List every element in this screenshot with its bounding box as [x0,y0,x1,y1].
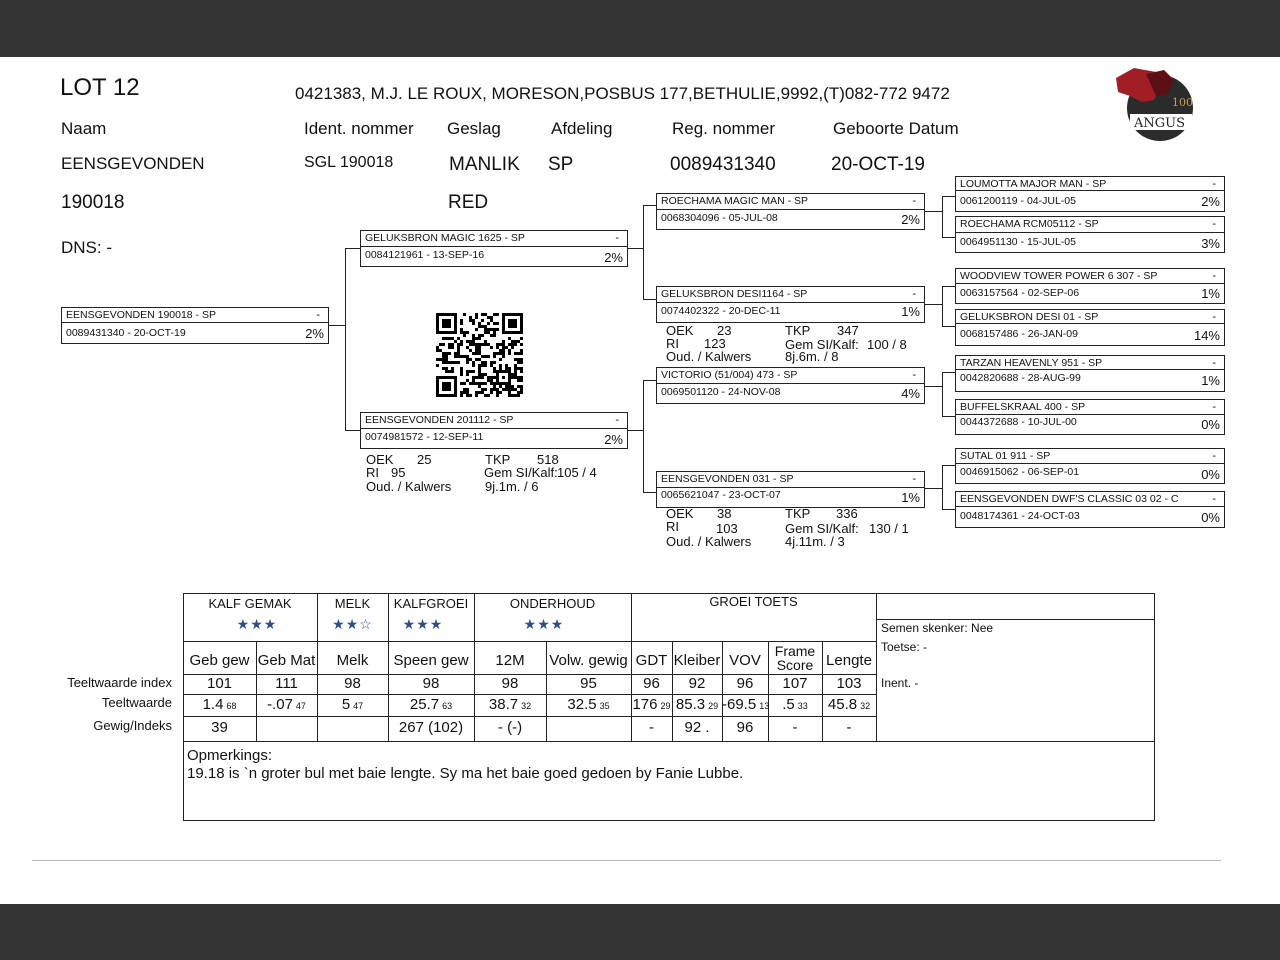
animal-color: RED [448,192,489,213]
teeltwaarde-value: 25.7 [409,696,440,713]
pedigree-dam-sire: VICTORIO (51/004) 473 - SP - 0069501120 - 24-NOV-08 4% [656,367,925,404]
gewig-cell: 96 [736,719,754,736]
remarks-label: Opmerkings: [187,747,273,764]
stars-onderhoud: ★★★ [523,616,565,632]
teeltwaarde-value: .5 [782,696,795,713]
svg-text:ANGUS: ANGUS [1134,116,1186,131]
index-cell: 92 [688,675,706,692]
col-header: Lengte [826,652,872,669]
row-label-index: Teeltwaarde index [67,675,172,690]
teeltwaarde-value: 176 [632,696,658,713]
teeltwaarde-value: 5 [341,696,351,713]
group-kalfgroei: KALFGROEI [393,596,469,611]
index-cell: 101 [206,675,233,692]
animal-name: EENSGEVONDEN [61,154,205,173]
index-cell: 103 [836,675,862,692]
teeltwaarde-value: -69.5 [722,696,757,713]
angus-logo [1112,66,1196,144]
row-label-gewig: Gewig/Indeks [93,718,172,733]
col-header: Frame Score [774,643,816,673]
teeltwaarde-cell [768,696,822,713]
index-cell: 111 [275,675,298,692]
toetse: Toetse: - [881,640,928,654]
gewig-cell: - [792,719,798,736]
teeltwaarde-cell [474,696,546,713]
label-geslag: Geslag [447,119,501,138]
accuracy-value: 68 [226,701,237,711]
qr-code [436,313,523,397]
bottom-bar [0,904,1280,960]
col-header: VOV [729,652,761,669]
index-cell: 98 [422,675,440,692]
teeltwaarde-cell [672,696,722,713]
index-cell: 96 [643,675,660,692]
gewig-cell: 92 . [684,719,710,736]
lot-number: LOT 12 [60,74,140,101]
pedigree-dsd: BUFFELSKRAAL 400 - SP - 0044372688 - 10-JUL-00 0% [955,399,1225,435]
accuracy-value: 29 [660,701,671,711]
accuracy-value: 29 [708,701,719,711]
pedigree-self: EENSGEVONDEN 190018 - SP - 0089431340 - 20-OCT-19 2% [61,307,329,344]
row-label-teeltwaarde: Teeltwaarde [101,695,172,710]
accuracy-value: 35 [599,701,610,711]
accuracy-value: 33 [797,701,808,711]
accuracy-value: 32 [860,701,871,711]
index-cell: 95 [580,675,597,692]
gewig-cell: 39 [211,719,228,736]
pedigree-ssd: ROECHAMA RCM05112 - SP - 0064951130 - 15-JUL-05 3% [955,216,1225,253]
col-header: Geb Mat [257,652,316,669]
teeltwaarde-cell [722,696,768,713]
stars-kalfgemak: ★★★ [236,616,278,632]
label-reg: Reg. nommer [672,119,775,138]
accuracy-value: 47 [295,701,306,711]
accuracy-value: 32 [521,701,532,711]
pedigree-sds: WOODVIEW TOWER POWER 6 307 - SP - 0063157564 - 02-SEP-06 1% [955,268,1225,304]
group-onderhoud: ONDERHOUD [509,596,596,611]
col-header: 12M [495,652,525,669]
animal-sex: MANLIK [449,154,520,175]
group-kalfgemak: KALF GEMAK [208,596,292,611]
teeltwaarde-value: 1.4 [202,696,224,713]
dns: DNS: - [61,238,112,257]
animal-number: 190018 [61,192,125,213]
pedigree-dds: SUTAL 01 911 - SP - 0046915062 - 06-SEP-01 0% [955,448,1225,484]
teeltwaarde-value: 38.7 [488,696,519,713]
pedigree-dss: TARZAN HEAVENLY 951 - SP - 0042820688 - 28-AUG-99 1% [955,355,1225,392]
teeltwaarde-cell [631,696,672,713]
pedigree-sdd: GELUKSBRON DESI 01 - SP - 0068157486 - 26-JAN-09 14% [955,309,1225,346]
svg-text:100: 100 [1172,96,1193,109]
index-cell: 107 [782,675,808,692]
gewig-cell: - [846,719,852,736]
pedigree-dam: EENSGEVONDEN 201112 - SP - 0074981572 - 12-SEP-11 2% [360,412,628,449]
label-ident: Ident. nommer [304,119,414,138]
teeltwaarde-value: 32.5 [567,696,597,713]
index-cell: 98 [344,675,361,692]
teeltwaarde-cell [183,696,256,713]
semen-skenker: Semen skenker: Nee [881,621,994,635]
group-groeitoets: GROEI TOETS [709,594,798,609]
index-cell: 98 [501,675,519,692]
gewig-cell: - (-) [497,719,523,736]
teeltwaarde-cell [546,696,631,713]
accuracy-value: 63 [442,701,453,711]
animal-section: SP [548,154,574,175]
teeltwaarde-cell [317,696,388,713]
inent: Inent. - [881,676,919,690]
col-header: Kleiber [673,652,721,669]
col-header: Speen gew [393,652,469,669]
col-header: GDT [635,652,668,669]
stars-melk: ★★☆ [332,616,373,632]
col-header: Geb gew [189,652,250,669]
teeltwaarde-cell [388,696,474,713]
stars-kalfgroei: ★★★ [402,616,444,632]
teeltwaarde-value: 45.8 [827,696,858,713]
index-cell: 96 [736,675,754,692]
gewig-cell: - [649,719,654,736]
col-header: Volw. gewig [549,652,628,669]
owner-details: 0421383, M.J. LE ROUX, MORESON,POSBUS 177,BETHULIE,9992,(T)082-772 9472 [295,84,950,103]
pedigree-ddd: EENSGEVONDEN DWF'S CLASSIC 03 02 - C - 0048174361 - 24-OCT-03 0% [955,491,1225,528]
teeltwaarde-cell [256,696,317,713]
label-naam: Naam [61,119,107,138]
divider-line [32,860,1221,861]
animal-reg: 0089431340 [670,154,776,175]
accuracy-value: 13 [759,701,770,711]
group-melk: MELK [334,596,371,611]
teeltwaarde-value: -.07 [267,696,293,713]
teeltwaarde-value: 85.3 [675,696,706,713]
gewig-cell: 267 (102) [398,719,464,736]
pedigree-sss: LOUMOTTA MAJOR MAN - SP - 0061200119 - 04-JUL-05 2% [955,176,1225,212]
label-geboorte: Geboorte Datum [833,119,959,138]
animal-ident: SGL 190018 [304,154,394,171]
accuracy-value: 47 [353,701,364,711]
top-bar [0,0,1280,57]
pedigree-sire: GELUKSBRON MAGIC 1625 - SP - 0084121961 - 13-SEP-16 2% [360,230,628,267]
pedigree-dam-dam: EENSGEVONDEN 031 - SP - 0065621047 - 23-OCT-07 1% [656,471,925,508]
col-header: Melk [336,652,369,669]
pedigree-sire-sire: ROECHAMA MAGIC MAN - SP - 0068304096 - 05-JUL-08 2% [656,193,925,230]
teeltwaarde-cell [822,696,876,713]
animal-dob: 20-OCT-19 [831,154,925,175]
remarks-text: 19.18 is `n groter bul met baie lengte. Sy ma het baie goed gedoen by Fanie Lubbe. [187,765,744,782]
label-afdeling: Afdeling [551,119,613,138]
pedigree-sire-dam: GELUKSBRON DESI1164 - SP - 0074402322 - 20-DEC-11 1% [656,286,925,323]
